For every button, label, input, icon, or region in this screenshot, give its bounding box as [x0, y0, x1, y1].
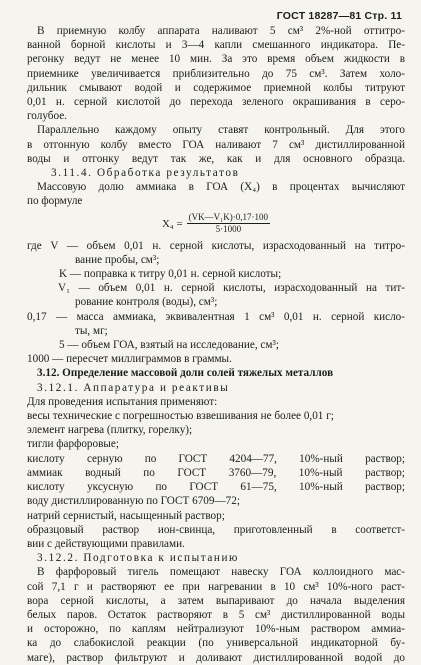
formula-numerator: (VK—V₁K)·0,17·100	[188, 212, 269, 223]
text-line: 5 — объем ГОА, взятый на исследование, см³;	[59, 339, 279, 352]
text-line: Массовую долю аммиака в ГОА (X₄) в процентах вычисляют	[37, 181, 405, 194]
text-line: ванной борной кислоты и 3—4 капли смешанного индикатора. Пе-	[27, 39, 405, 52]
text-line: 0,01 н. серной кислотой до перехода зеленого окрашивания в серо-	[27, 96, 405, 109]
text-line: V₁ — объем 0,01 н. серной кислоты, израсходованный на тит-	[58, 282, 405, 295]
text-line: кислоту серную по ГОСТ 4204—77, 10%-ный раствор;	[27, 452, 405, 465]
page-header: ГОСТ 18287—81 Стр. 11	[276, 10, 402, 22]
text-line: аммиак водный по ГОСТ 3760—79, 10%-ный раствор;	[27, 466, 405, 479]
formula	[27, 209, 405, 239]
text-line: где V — объем 0,01 н. серной кислоты, израсходованный на титро-	[27, 239, 405, 252]
text-line: Для проведения испытания применяют:	[27, 395, 218, 408]
text-line: белых паров. Остаток растворяют в 5 см³ дистиллированной воды	[27, 608, 405, 621]
text-line: ка до слабокислой реакции (по универсальной индикаторной бу-	[27, 637, 405, 650]
text-line: вии с действующими правилами.	[27, 537, 185, 550]
section-heading: 3.11.4. Обработка результатов	[51, 167, 240, 180]
text-line: воды и отгонку ведут так же, как и для основного образца.	[27, 152, 405, 165]
text-line: голубое.	[27, 110, 67, 123]
text-line: тигли фарфоровые;	[27, 438, 119, 451]
text-line: по формуле	[27, 195, 83, 208]
text-line: 0,17 — масса аммиака, эквивалентная 1 см³ 0,01 н. серной кисло-	[27, 310, 405, 323]
text-line: образцовый раствор ион-свинца, приготовленный в соответст-	[27, 523, 405, 536]
text-line: регонку ведут не менее 10 мин. За это время объем жидкости в	[27, 53, 405, 66]
text-line: рование контроля (воды), см³;	[75, 296, 218, 309]
text-line: В фарфоровый тигель помещают навеску ГОА коллоидного мас-	[37, 566, 405, 579]
section-heading: 3.12.2. Подготовка к испытанию	[37, 552, 240, 565]
text-line: В приемную колбу аппарата наливают 5 см³ 2%-ной оттитро-	[37, 25, 405, 37]
section-heading: 3.12.1. Аппаратура и реактивы	[37, 381, 230, 394]
text-line: в отгонную колбу вместо ГОА наливают 7 см³ дистиллированной	[27, 138, 405, 151]
text-line: воду дистиллированную по ГОСТ 6709—72;	[27, 495, 240, 508]
text-line: 1000 — пересчет миллиграммов в граммы.	[27, 353, 232, 366]
text-line: маге), раствор фильтруют и доливают дистиллированной водой до	[27, 651, 405, 664]
text-line: вора серной кислоты, а затем выпаривают до начала выделения	[27, 594, 405, 607]
text-line: весы технические с погрешностью взвешивания не более 0,01 г;	[27, 410, 334, 423]
text-line: сой 7,1 г и растворяют ее при нагревании в 10 см³ 10%-ного раст-	[27, 580, 405, 593]
text-line: кислоту уксусную по ГОСТ 61—75, 10%-ный раствор;	[27, 481, 405, 494]
text-line: натрий сернистый, насыщенный раствор;	[27, 509, 225, 522]
section-heading: 3.12. Определение массовой доли солей тяжелых металлов	[37, 367, 334, 380]
text-line: вание пробы, см³;	[75, 253, 160, 266]
text-line: приемнике увеличивается приблизительно до 75 см³. Затем холо-	[27, 67, 405, 80]
text-line: ты, мг;	[75, 324, 108, 337]
text-line: и осторожно, по каплям нейтрализуют 10%-ным раствором аммиа-	[27, 623, 405, 636]
formula-denominator: 5·1000	[215, 224, 242, 235]
document-body	[27, 24, 405, 665]
text-line: Параллельно каждому опыту ставят контрольный. Для этого	[37, 124, 405, 137]
text-line: дильник смывают водой и содержимое приемной колбы титруют	[27, 81, 405, 94]
formula-fraction	[187, 212, 270, 235]
formula-lhs: X₄ =	[161, 217, 183, 230]
text-line: элемент нагрева (плитку, горелку);	[27, 424, 193, 437]
text-line: K — поправка к титру 0,01 н. серной кислоты;	[59, 268, 282, 281]
